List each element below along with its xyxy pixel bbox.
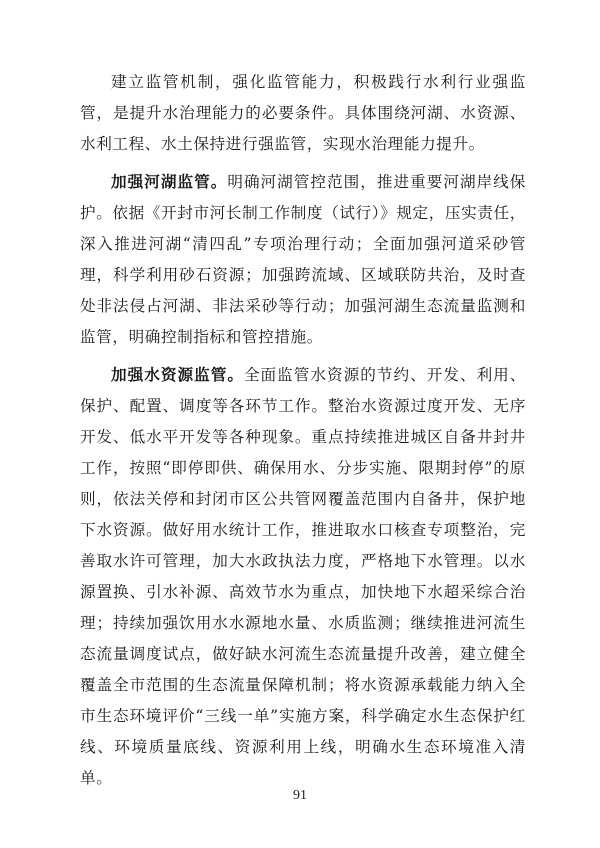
paragraph-supervision-mechanism	[80, 66, 526, 160]
paragraph-text: 明确河湖管控范围，推进重要河湖岸线保护。依据《开封市河长制工作制度（试行）》规定，压实责任，深入推进河湖“清四乱”专项治理行动；全面加强河道采砂管理，科学利用砂石资源；加强跨流域、区域联防共治，及时查处非法侵占河湖、非法采砂等行动；加强河湖生态流量监测和监管，明确控制指标和管控措施。	[80, 173, 526, 346]
paragraph-lead: 加强河湖监管。	[111, 172, 228, 191]
paragraph-lead: 加强水资源监管。	[111, 365, 244, 384]
paragraph-river-lake-supervision	[80, 166, 526, 353]
page-number: 91	[293, 788, 307, 803]
paragraph-text: 全面监管水资源的节约、开发、利用、保护、配置、调度等各环节工作。整治水资源过度开发、无序开发、低水平开发等各种现象。重点持续推进城区自备井封井工作，按照“即停即供、确保用水、分步实施、限期封停”的原则，依法关停和封闭市区公共管网覆盖范围内自备井，保护地下水资源。做好用水统计工作，推进取水口核查专项整治，完善取水许可管理，加大水政执法力度，严格地下水管理。以水源置换、引水补源、高效节水为重点，加快地下水超采综合治理；持续加强饮用水水源地水量、水质监测；继续推进河流生态流量调度试点，做好缺水河流生态流量提升改善，建立健全覆盖全市范围的生态流量保障机制；将水资源承载能力纳入全市生态环境评价“三线一单”实施方案，科学确定水生态保护红线、环境质量底线、资源利用上线，明确水生态环境准入清单。	[80, 366, 526, 787]
body-text	[80, 66, 526, 800]
paragraph-text: 建立监管机制，强化监管能力，积极践行水利行业强监管，是提升水治理能力的必要条件。具体围绕河湖、水资源、水利工程、水土保持进行强监管，实现水治理能力提升。	[80, 73, 526, 153]
paragraph-water-resource-supervision	[80, 359, 526, 794]
